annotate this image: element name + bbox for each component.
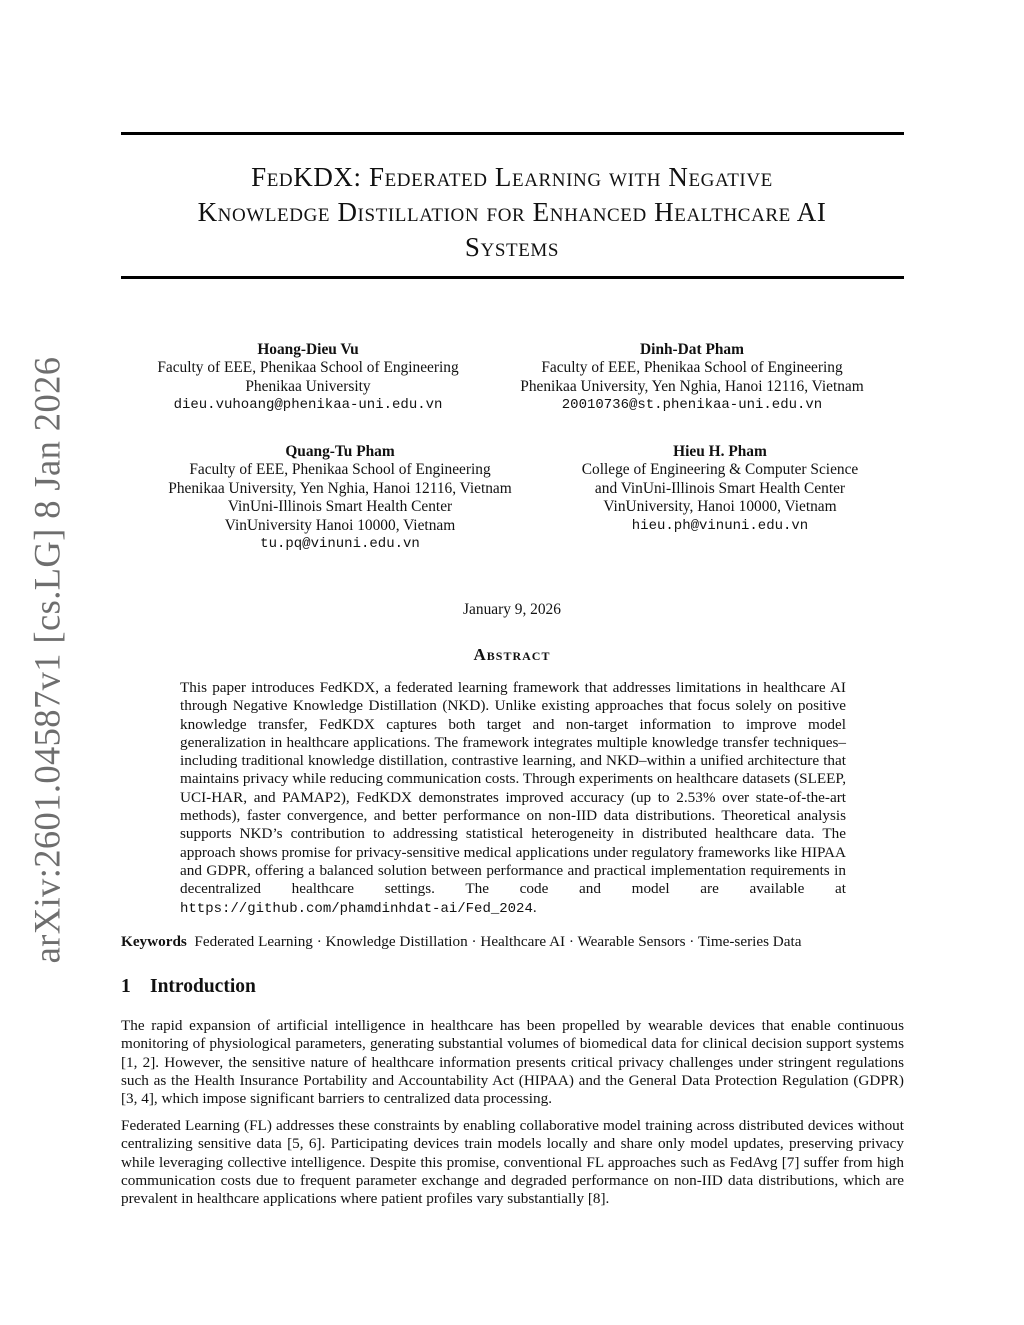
abstract-end: . (532, 898, 537, 916)
keywords-list: Federated Learning · Knowledge Distillation · Healthcare AI · Wearable Sensors · Time-series Data (194, 933, 802, 950)
author-affiliation: and VinUni-Illinois Smart Health Center (594, 479, 846, 497)
author-affiliation: Phenikaa University, Yen Nghia, Hanoi 12116, Vietnam (168, 479, 512, 497)
arxiv-identifier: arXiv:2601.04587v1 [cs.LG] 8 Jan 2026 (26, 356, 68, 964)
title-rule-top (121, 132, 904, 135)
title-rule-bottom (121, 276, 904, 279)
paper-title (110, 160, 914, 265)
author-name: Quang-Tu Pham (285, 443, 395, 460)
author-email[interactable]: dieu.vuhoang@phenikaa-uni.edu.vn (173, 397, 443, 414)
author-affiliation: VinUniversity Hanoi 10000, Vietnam (224, 516, 456, 534)
code-link[interactable]: https://github.com/phamdinhdat-ai/Fed_2024 (180, 900, 533, 917)
author-affiliation: Faculty of EEE, Phenikaa School of Engineering (157, 359, 459, 377)
body-paragraph: The rapid expansion of artificial intelligence in healthcare has been propelled by wearable devices that enable continuous monitoring of physiological parameters, generating substantial volumes of biomedical data for clinical decision support systems [1, 2]. However, the sensitive nature of healthcare information presents critical privacy challenges under stringent regulations such as the Health Insurance Portability and Accountability Act (HIPAA) and the General Data Protection Regulation (GDPR) [3, 4], which impose significant barriers to centralized data processing. (121, 1017, 904, 1108)
author-affiliation: Phenikaa University, Yen Nghia, Hanoi 12116, Vietnam (520, 377, 864, 395)
author-block (108, 341, 508, 415)
author-affiliation: VinUniversity, Hanoi 10000, Vietnam (603, 498, 837, 516)
keywords-label: Keywords (121, 933, 187, 950)
title-line-2: Knowledge Distillation for Enhanced Healthcare AI (197, 197, 827, 227)
author-affiliation: College of Engineering & Computer Science (581, 461, 859, 479)
title-line-1: FedKDX: Federated Learning with Negative (251, 162, 773, 192)
publication-date: January 9, 2026 (463, 601, 561, 618)
author-email[interactable]: hieu.ph@vinuni.edu.vn (631, 517, 809, 534)
section-heading-introduction (121, 976, 256, 998)
author-affiliation: Faculty of EEE, Phenikaa School of Engineering (541, 359, 843, 377)
author-affiliation: Faculty of EEE, Phenikaa School of Engineering (189, 461, 491, 479)
author-block (120, 443, 560, 553)
author-email[interactable]: 20010736@st.phenikaa-uni.edu.vn (561, 397, 823, 414)
author-name: Hoang-Dieu Vu (257, 341, 359, 358)
abstract-text: This paper introduces FedKDX, a federated learning framework that addresses limitations in healthcare AI through Negative Knowledge Distillation (NKD). Unlike existing approaches that focus solely on positive knowledge transfer, FedKDX captures both target and non-target information to improve model generalization in healthcare applications. The framework integrates multiple knowledge transfer techniques–including traditional knowledge distillation, contrastive learning, and NKD–within a unified architecture that maintains privacy while reducing communication costs. Through experiments on healthcare datasets (SLEEP, UCI-HAR, and PAMAP2), FedKDX demonstrates improved accuracy (up to 2.53% over state-of-the-art methods), faster convergence, and better performance on non-IID data distributions. Theoretical analysis supports NKD’s contribution to addressing statistical heterogeneity in distributed healthcare data. The approach shows promise for privacy-sensitive medical applications under regulatory frameworks like HIPAA and GDPR, offering a balanced solution between performance and practical implementation requirements in decentralized healthcare settings. The code and model are available at (180, 679, 846, 898)
keywords (121, 933, 904, 951)
abstract-body (180, 679, 846, 918)
author-affiliation: VinUni-Illinois Smart Health Center (227, 498, 453, 516)
author-affiliation: Phenikaa University (245, 377, 371, 395)
body-paragraph: Federated Learning (FL) addresses these constraints by enabling collaborative model training across distributed devices without centralizing sensitive data [5, 6]. Participating devices train models locally and share only model updates, preserving privacy while leveraging collective intelligence. Despite this promise, conventional FL approaches such as FedAvg [7] suffer from high communication costs due to frequent parameter exchange and degraded performance on non-IID data distributions, which are prevalent in healthcare applications where patient profiles vary substantially [8]. (121, 1117, 904, 1208)
author-name: Hieu H. Pham (673, 443, 767, 460)
author-block (492, 341, 892, 415)
section-title: Introduction (150, 976, 256, 997)
abstract-heading: Abstract (473, 645, 551, 664)
author-name: Dinh-Dat Pham (640, 341, 744, 358)
title-line-3: Systems (464, 232, 560, 262)
author-block (520, 443, 920, 535)
section-number: 1 (121, 976, 131, 997)
author-email[interactable]: tu.pq@vinuni.edu.vn (260, 536, 420, 553)
